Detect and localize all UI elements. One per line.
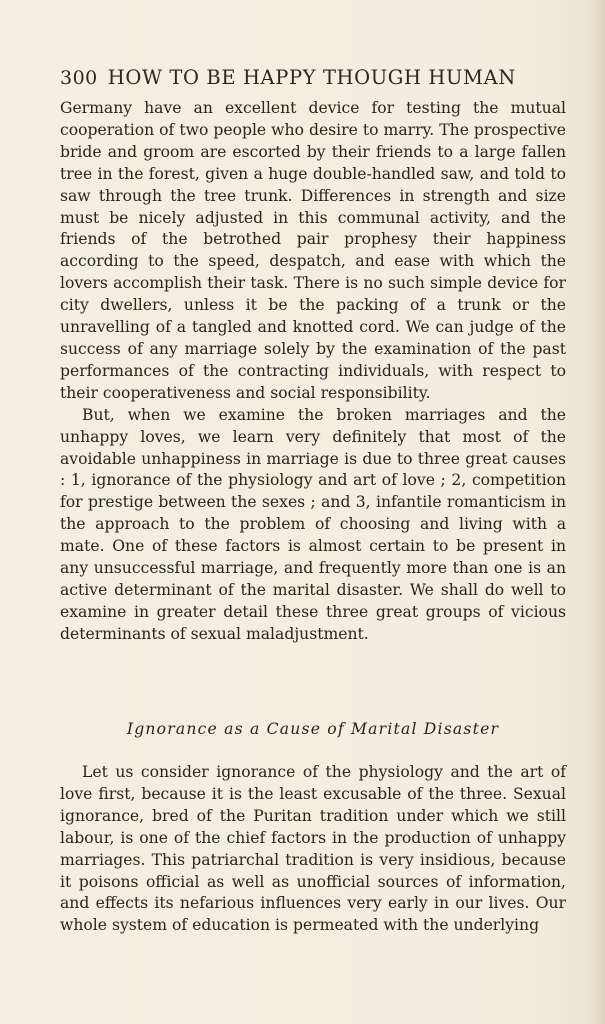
section-body	[60, 762, 566, 937]
paragraph-2: But, when we examine the broken marriages and the unhappy loves, we learn very definitely that most of the avoidable unhappiness in marriage is due to three great causes : 1, ignorance of the physiology and art of love ; 2, competition for prestige between the sexes ; and 3, infantile romanticism in the approach to the problem of choosing and living with a mate. One of these factors is almost certain to be present in any unsuccessful marriage, and frequently more than one is an active determinant of the marital disaster. We shall do well to examine in greater detail these three great groups of vicious determinants of sexual maladjustment.	[60, 405, 566, 643]
running-title: HOW TO BE HAPPY THOUGH HUMAN	[107, 66, 516, 89]
body-text	[60, 98, 566, 646]
page-number: 300	[60, 67, 98, 89]
paragraph-1: Germany have an excellent device for testing the mutual cooperation of two people who desire to marry. The prospective bride and groom are escorted by their friends to a large fallen tree in the forest, given a huge double-handled saw, and told to saw through the tree trunk. Differences in strength and size must be nicely adjusted in this communal activity, and the friends of the betrothed pair prophesy their happiness according to the speed, despatch, and ease with which the lovers accomplish their task. There is no such simple device for city dwellers, unless it be the packing of a trunk or the unravelling of a tangled and knotted cord. We can judge of the success of any marriage solely by the examination of the past performances of the contracting individuals, with respect to their cooperativeness and social responsibility.	[60, 99, 566, 402]
page-header	[60, 66, 570, 89]
paragraph-3: Let us consider ignorance of the physiology and the art of love first, because it is the least excusable of the three. Sexual ignorance, bred of the Puritan tradition under which we still labour, is one of the chief factors in the production of unhappy marriages. This patriarchal tradition is very insidious, because it poisons official as well as unofficial sources of information, and effects its nefarious influences very early in our lives. Our whole system of education is permeated with the underlying	[60, 763, 566, 935]
section-heading: Ignorance as a Cause of Marital Disaster	[126, 720, 500, 738]
